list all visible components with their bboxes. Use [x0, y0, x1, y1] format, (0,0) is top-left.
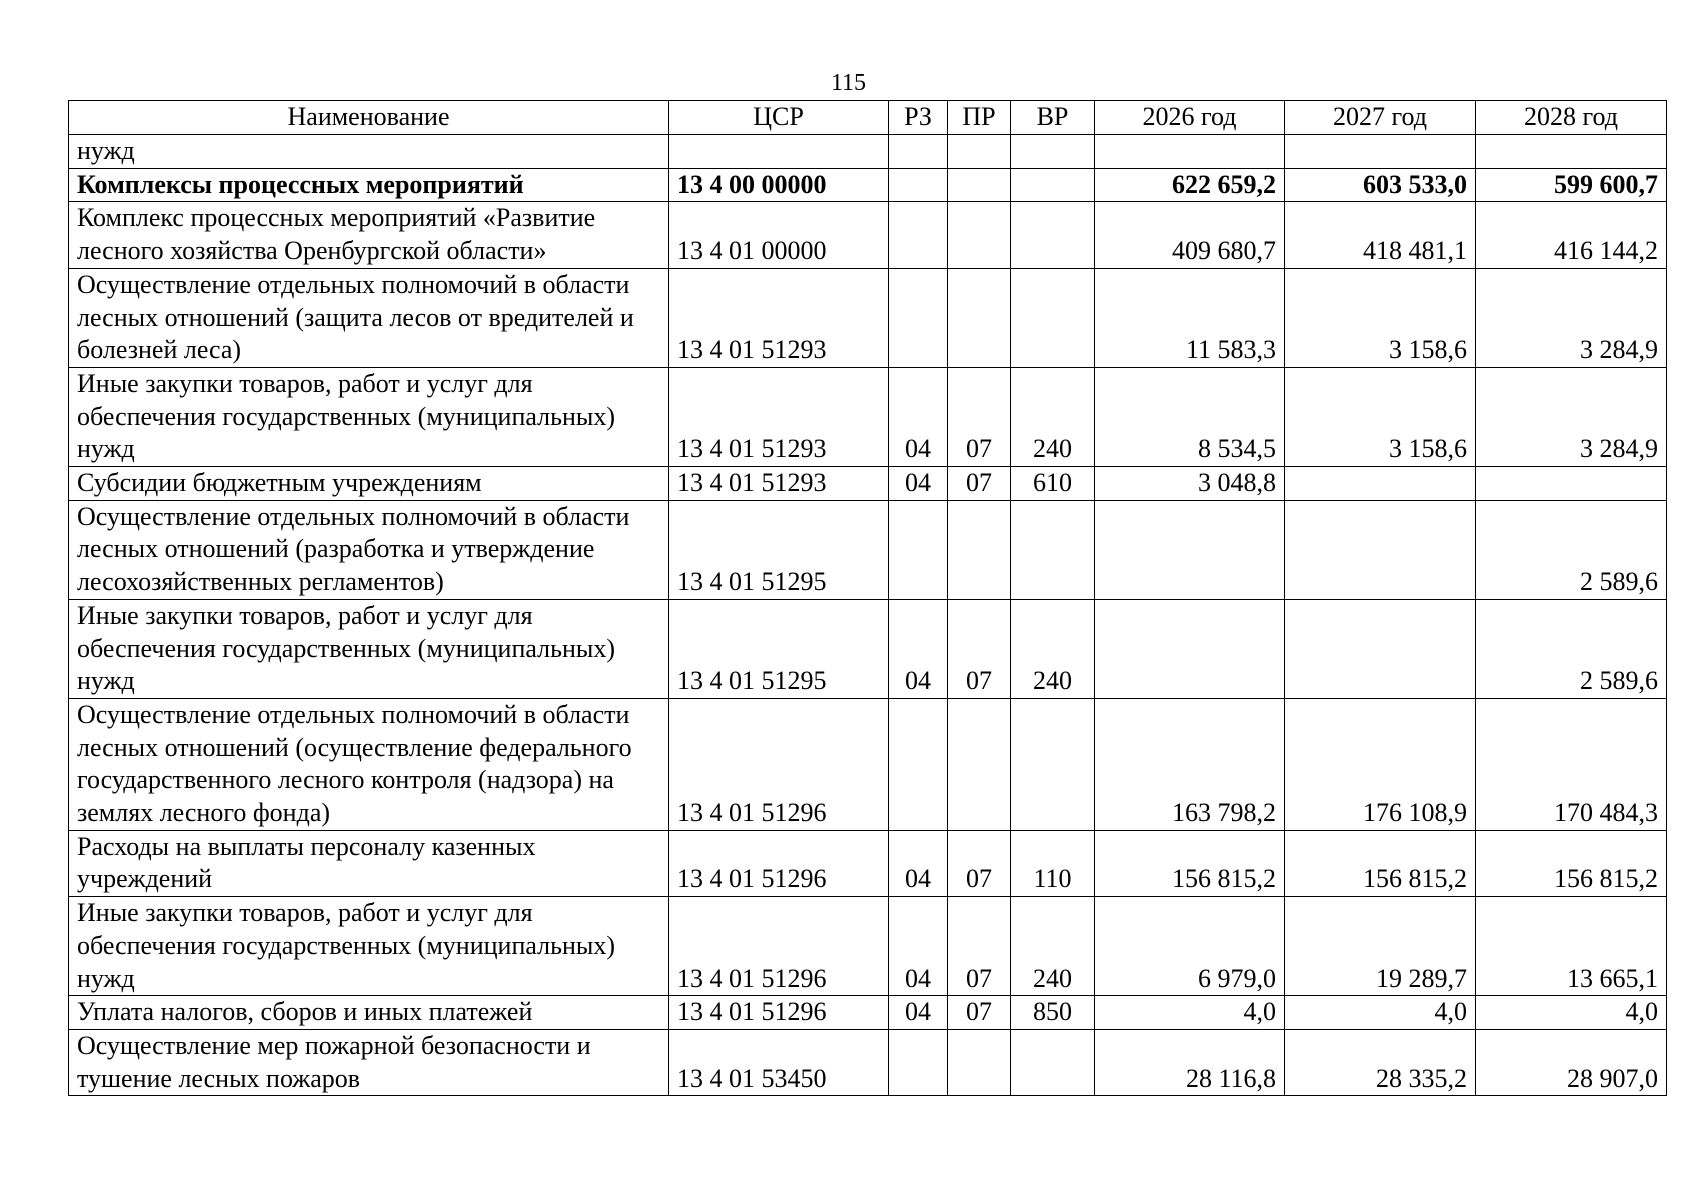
cell-2028: 170 484,3	[1476, 698, 1667, 830]
cell-rz: 04	[889, 830, 948, 896]
cell-rz: 04	[889, 996, 948, 1030]
header-csr: ЦСР	[669, 101, 889, 135]
cell-pr: 07	[948, 467, 1011, 501]
cell-name: Иные закупки товаров, работ и услуг для обеспечения государственных (муниципальных) нужд	[69, 367, 669, 466]
header-2027: 2027 год	[1285, 101, 1476, 135]
cell-2027: 4,0	[1285, 996, 1476, 1030]
page-number: 115	[830, 70, 867, 96]
cell-pr	[948, 268, 1011, 367]
cell-rz: 04	[889, 367, 948, 466]
cell-name: нужд	[69, 135, 669, 169]
cell-csr: 13 4 01 51295	[669, 599, 889, 698]
cell-pr: 07	[948, 367, 1011, 466]
header-2028: 2028 год	[1476, 101, 1667, 135]
cell-rz: 04	[889, 467, 948, 501]
cell-csr: 13 4 01 51296	[669, 698, 889, 830]
cell-csr: 13 4 00 00000	[669, 168, 889, 202]
cell-csr	[669, 135, 889, 169]
cell-2028: 156 815,2	[1476, 830, 1667, 896]
cell-2026: 4,0	[1095, 996, 1285, 1030]
cell-pr	[948, 1029, 1011, 1095]
table-row	[69, 135, 1667, 169]
table-row	[69, 1029, 1667, 1095]
cell-pr: 07	[948, 996, 1011, 1030]
cell-2028: 3 284,9	[1476, 268, 1667, 367]
table-header-row	[69, 101, 1667, 135]
cell-2026: 11 583,3	[1095, 268, 1285, 367]
table-row	[69, 367, 1667, 466]
cell-vr: 240	[1011, 367, 1095, 466]
cell-name: Осуществление отдельных полномочий в области лесных отношений (разработка и утверждение лесохозяйственных регламентов)	[69, 500, 669, 599]
cell-name: Иные закупки товаров, работ и услуг для обеспечения государственных (муниципальных) нужд	[69, 599, 669, 698]
cell-pr	[948, 500, 1011, 599]
table-row	[69, 996, 1667, 1030]
cell-2028	[1476, 467, 1667, 501]
cell-csr: 13 4 01 51293	[669, 268, 889, 367]
cell-2026: 8 534,5	[1095, 367, 1285, 466]
cell-2026: 156 815,2	[1095, 830, 1285, 896]
cell-2027: 3 158,6	[1285, 268, 1476, 367]
cell-rz: 04	[889, 897, 948, 996]
cell-name: Иные закупки товаров, работ и услуг для обеспечения государственных (муниципальных) нужд	[69, 897, 669, 996]
cell-rz	[889, 268, 948, 367]
cell-vr: 240	[1011, 599, 1095, 698]
cell-vr	[1011, 168, 1095, 202]
cell-2026	[1095, 500, 1285, 599]
cell-pr: 07	[948, 897, 1011, 996]
table-row	[69, 830, 1667, 896]
cell-csr: 13 4 01 51295	[669, 500, 889, 599]
cell-2027: 28 335,2	[1285, 1029, 1476, 1095]
cell-vr	[1011, 202, 1095, 268]
cell-rz	[889, 135, 948, 169]
cell-2027: 603 533,0	[1285, 168, 1476, 202]
cell-2026	[1095, 135, 1285, 169]
cell-pr	[948, 202, 1011, 268]
cell-rz	[889, 500, 948, 599]
cell-vr	[1011, 1029, 1095, 1095]
cell-2027: 3 158,6	[1285, 367, 1476, 466]
cell-vr: 240	[1011, 897, 1095, 996]
cell-name: Субсидии бюджетным учреждениям	[69, 467, 669, 501]
cell-csr: 13 4 01 53450	[669, 1029, 889, 1095]
cell-csr: 13 4 01 51293	[669, 467, 889, 501]
cell-csr: 13 4 01 51296	[669, 897, 889, 996]
cell-vr	[1011, 500, 1095, 599]
header-pr: ПР	[948, 101, 1011, 135]
cell-name: Комплекс процессных мероприятий «Развитие лесного хозяйства Оренбургской области»	[69, 202, 669, 268]
cell-2026: 3 048,8	[1095, 467, 1285, 501]
cell-name: Расходы на выплаты персоналу казенных учреждений	[69, 830, 669, 896]
table-row	[69, 698, 1667, 830]
cell-2026: 28 116,8	[1095, 1029, 1285, 1095]
cell-2026	[1095, 599, 1285, 698]
header-2026: 2026 год	[1095, 101, 1285, 135]
cell-2028	[1476, 135, 1667, 169]
cell-vr	[1011, 268, 1095, 367]
cell-2026: 163 798,2	[1095, 698, 1285, 830]
cell-2027: 19 289,7	[1285, 897, 1476, 996]
cell-2027	[1285, 599, 1476, 698]
table-row	[69, 897, 1667, 996]
cell-pr	[948, 698, 1011, 830]
header-name: Наименование	[69, 101, 669, 135]
header-rz: РЗ	[889, 101, 948, 135]
cell-2026: 622 659,2	[1095, 168, 1285, 202]
cell-csr: 13 4 01 51296	[669, 830, 889, 896]
table-row	[69, 168, 1667, 202]
cell-2027	[1285, 135, 1476, 169]
cell-2027: 176 108,9	[1285, 698, 1476, 830]
header-vr: ВР	[1011, 101, 1095, 135]
cell-2028: 3 284,9	[1476, 367, 1667, 466]
cell-2027: 156 815,2	[1285, 830, 1476, 896]
cell-csr: 13 4 01 51296	[669, 996, 889, 1030]
cell-vr: 850	[1011, 996, 1095, 1030]
cell-pr: 07	[948, 599, 1011, 698]
cell-vr	[1011, 135, 1095, 169]
cell-rz	[889, 698, 948, 830]
cell-name: Комплексы процессных мероприятий	[69, 168, 669, 202]
cell-name: Осуществление мер пожарной безопасности и тушение лесных пожаров	[69, 1029, 669, 1095]
cell-rz	[889, 202, 948, 268]
cell-2028: 599 600,7	[1476, 168, 1667, 202]
cell-2028: 28 907,0	[1476, 1029, 1667, 1095]
cell-pr: 07	[948, 830, 1011, 896]
cell-2028: 13 665,1	[1476, 897, 1667, 996]
cell-2026: 6 979,0	[1095, 897, 1285, 996]
cell-2027: 418 481,1	[1285, 202, 1476, 268]
cell-vr	[1011, 698, 1095, 830]
cell-pr	[948, 135, 1011, 169]
cell-rz	[889, 168, 948, 202]
cell-rz	[889, 1029, 948, 1095]
table-row	[69, 467, 1667, 501]
cell-2028: 2 589,6	[1476, 599, 1667, 698]
table-row	[69, 268, 1667, 367]
cell-2028: 416 144,2	[1476, 202, 1667, 268]
cell-2028: 4,0	[1476, 996, 1667, 1030]
cell-rz: 04	[889, 599, 948, 698]
cell-name: Уплата налогов, сборов и иных платежей	[69, 996, 669, 1030]
table-row	[69, 599, 1667, 698]
cell-2027	[1285, 500, 1476, 599]
cell-csr: 13 4 01 00000	[669, 202, 889, 268]
budget-table	[68, 100, 1667, 1096]
cell-pr	[948, 168, 1011, 202]
cell-vr: 610	[1011, 467, 1095, 501]
cell-2028: 2 589,6	[1476, 500, 1667, 599]
cell-name: Осуществление отдельных полномочий в области лесных отношений (защита лесов от вредителей и болезней леса)	[69, 268, 669, 367]
cell-2026: 409 680,7	[1095, 202, 1285, 268]
table-row	[69, 202, 1667, 268]
cell-name: Осуществление отдельных полномочий в области лесных отношений (осуществление федерального государственного лесного контроля (надзора) на землях лесного фонда)	[69, 698, 669, 830]
cell-2027	[1285, 467, 1476, 501]
cell-csr: 13 4 01 51293	[669, 367, 889, 466]
table-row	[69, 500, 1667, 599]
cell-vr: 110	[1011, 830, 1095, 896]
